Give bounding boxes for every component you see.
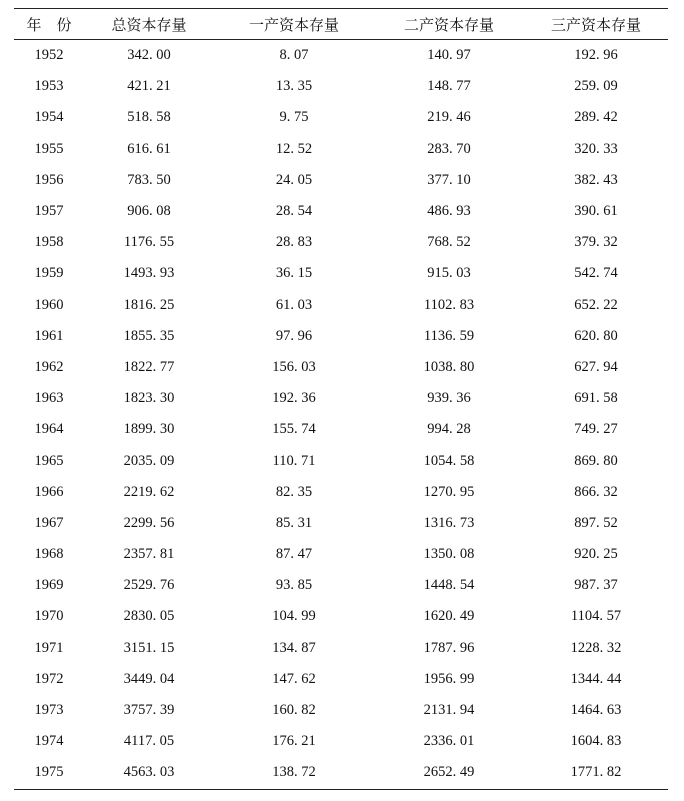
cell-primary: 176. 21 <box>272 733 316 750</box>
cell-year: 1960 <box>34 296 64 313</box>
cell-total: 421. 21 <box>127 78 171 95</box>
cell-total: 1816. 25 <box>123 296 175 313</box>
cell-primary: 110. 71 <box>272 452 316 469</box>
cell-year: 1957 <box>34 203 64 220</box>
table-row <box>14 134 668 165</box>
table-row <box>14 383 668 414</box>
cell-tertiary: 379. 32 <box>574 234 618 251</box>
cell-primary: 24. 05 <box>275 171 313 188</box>
table-row <box>14 664 668 695</box>
cell-year: 1968 <box>34 546 64 563</box>
cell-primary: 156. 03 <box>272 358 316 375</box>
cell-tertiary: 691. 58 <box>574 390 618 407</box>
cell-tertiary: 1604. 83 <box>570 733 622 750</box>
cell-primary: 160. 82 <box>272 702 316 719</box>
cell-year: 1963 <box>34 390 64 407</box>
cell-primary: 61. 03 <box>275 296 313 313</box>
cell-total: 3757. 39 <box>123 702 175 719</box>
cell-secondary: 1956. 99 <box>423 670 475 687</box>
cell-primary: 138. 72 <box>214 757 374 789</box>
cell-tertiary: 1771. 82 <box>524 757 668 789</box>
cell-year: 1952 <box>34 47 64 64</box>
cell-year: 1975 <box>14 757 84 789</box>
table-row <box>14 165 668 196</box>
cell-total: 1855. 35 <box>123 327 175 344</box>
header-year: 年 份 <box>14 9 84 40</box>
cell-year: 1973 <box>34 702 64 719</box>
table-row <box>14 601 668 632</box>
cell-tertiary: 987. 37 <box>574 577 618 594</box>
table-row <box>14 196 668 227</box>
cell-total: 1823. 30 <box>123 390 175 407</box>
table-row <box>14 227 668 258</box>
cell-primary: 9. 75 <box>279 109 309 126</box>
cell-year: 1972 <box>34 670 64 687</box>
capital-stock-table <box>14 8 668 790</box>
cell-total: 3449. 04 <box>123 670 175 687</box>
cell-year: 1959 <box>34 265 64 282</box>
cell-tertiary: 897. 52 <box>574 514 618 531</box>
header-total: 总资本存量 <box>84 9 214 40</box>
cell-year: 1954 <box>34 109 64 126</box>
table-row <box>14 321 668 352</box>
cell-tertiary: 1104. 57 <box>570 608 622 625</box>
table-row <box>14 71 668 102</box>
cell-secondary: 1350. 08 <box>423 546 475 563</box>
cell-primary: 97. 96 <box>275 327 313 344</box>
cell-primary: 8. 07 <box>279 47 309 64</box>
table-row <box>14 352 668 383</box>
cell-secondary: 2652. 49 <box>374 757 524 789</box>
table-header <box>14 9 668 40</box>
capital-stock-table-container <box>14 8 668 790</box>
table-row <box>14 726 668 757</box>
cell-tertiary: 192. 96 <box>574 47 618 64</box>
cell-secondary: 140. 97 <box>427 47 471 64</box>
cell-total: 1176. 55 <box>123 234 175 251</box>
cell-year: 1956 <box>34 171 64 188</box>
table-row <box>14 570 668 601</box>
cell-tertiary: 869. 80 <box>574 452 618 469</box>
cell-tertiary: 259. 09 <box>574 78 618 95</box>
cell-secondary: 1787. 96 <box>423 639 475 656</box>
table-row <box>14 40 668 72</box>
cell-total: 1899. 30 <box>123 421 175 438</box>
cell-tertiary: 1228. 32 <box>570 639 622 656</box>
cell-primary: 12. 52 <box>275 140 313 157</box>
cell-tertiary: 320. 33 <box>574 140 618 157</box>
cell-year: 1966 <box>34 483 64 500</box>
cell-tertiary: 652. 22 <box>574 296 618 313</box>
cell-primary: 87. 47 <box>275 546 313 563</box>
cell-total: 783. 50 <box>127 171 171 188</box>
cell-primary: 13. 35 <box>275 78 313 95</box>
cell-secondary: 768. 52 <box>427 234 471 251</box>
cell-year: 1967 <box>34 514 64 531</box>
header-row <box>14 9 668 40</box>
cell-secondary: 994. 28 <box>427 421 471 438</box>
cell-secondary: 1102. 83 <box>423 296 475 313</box>
cell-secondary: 1054. 58 <box>423 452 475 469</box>
cell-total: 518. 58 <box>127 109 171 126</box>
cell-total: 2357. 81 <box>123 546 175 563</box>
cell-secondary: 2131. 94 <box>423 702 475 719</box>
cell-total: 1822. 77 <box>123 358 175 375</box>
cell-tertiary: 542. 74 <box>574 265 618 282</box>
table-row <box>14 290 668 321</box>
cell-primary: 147. 62 <box>272 670 316 687</box>
cell-total: 4563. 03 <box>84 757 214 789</box>
cell-primary: 192. 36 <box>272 390 316 407</box>
table-row <box>14 414 668 445</box>
table-row <box>14 477 668 508</box>
cell-year: 1970 <box>34 608 64 625</box>
cell-primary: 155. 74 <box>272 421 316 438</box>
cell-secondary: 486. 93 <box>427 203 471 220</box>
cell-year: 1961 <box>34 327 64 344</box>
cell-total: 906. 08 <box>127 203 171 220</box>
cell-secondary: 2336. 01 <box>423 733 475 750</box>
cell-tertiary: 620. 80 <box>574 327 618 344</box>
cell-year: 1971 <box>34 639 64 656</box>
cell-secondary: 1136. 59 <box>423 327 475 344</box>
cell-tertiary: 920. 25 <box>574 546 618 563</box>
cell-year: 1955 <box>34 140 64 157</box>
cell-year: 1962 <box>34 358 64 375</box>
table-row <box>14 258 668 289</box>
cell-year: 1964 <box>34 421 64 438</box>
cell-tertiary: 1344. 44 <box>570 670 622 687</box>
cell-tertiary: 1464. 63 <box>570 702 622 719</box>
table-row <box>14 757 668 789</box>
cell-year: 1953 <box>34 78 64 95</box>
cell-primary: 104. 99 <box>272 608 316 625</box>
cell-secondary: 1620. 49 <box>423 608 475 625</box>
cell-total: 1493. 93 <box>123 265 175 282</box>
cell-primary: 93. 85 <box>275 577 313 594</box>
header-primary: 一产资本存量 <box>214 9 374 40</box>
cell-total: 2035. 09 <box>123 452 175 469</box>
cell-total: 616. 61 <box>127 140 171 157</box>
cell-primary: 85. 31 <box>275 514 313 531</box>
header-secondary: 二产资本存量 <box>374 9 524 40</box>
cell-total: 2529. 76 <box>123 577 175 594</box>
cell-secondary: 939. 36 <box>427 390 471 407</box>
cell-secondary: 148. 77 <box>427 78 471 95</box>
cell-total: 2299. 56 <box>123 514 175 531</box>
cell-secondary: 915. 03 <box>427 265 471 282</box>
cell-total: 2219. 62 <box>123 483 175 500</box>
cell-tertiary: 289. 42 <box>574 109 618 126</box>
cell-secondary: 1270. 95 <box>423 483 475 500</box>
cell-year: 1958 <box>34 234 64 251</box>
cell-tertiary: 866. 32 <box>574 483 618 500</box>
table-row <box>14 695 668 726</box>
cell-tertiary: 749. 27 <box>574 421 618 438</box>
table-row <box>14 508 668 539</box>
cell-primary: 134. 87 <box>272 639 316 656</box>
cell-total: 3151. 15 <box>123 639 175 656</box>
cell-secondary: 377. 10 <box>427 171 471 188</box>
cell-year: 1969 <box>34 577 64 594</box>
table-row <box>14 102 668 133</box>
cell-primary: 82. 35 <box>275 483 313 500</box>
cell-tertiary: 627. 94 <box>574 358 618 375</box>
cell-year: 1974 <box>34 733 64 750</box>
header-tertiary: 三产资本存量 <box>524 9 668 40</box>
cell-secondary: 1316. 73 <box>423 514 475 531</box>
cell-total: 2830. 05 <box>123 608 175 625</box>
table-row <box>14 445 668 476</box>
cell-secondary: 283. 70 <box>427 140 471 157</box>
cell-tertiary: 390. 61 <box>574 203 618 220</box>
cell-total: 342. 00 <box>127 47 171 64</box>
cell-secondary: 219. 46 <box>427 109 471 126</box>
cell-secondary: 1038. 80 <box>423 358 475 375</box>
cell-year: 1965 <box>34 452 64 469</box>
table-body <box>14 40 668 790</box>
cell-secondary: 1448. 54 <box>423 577 475 594</box>
cell-primary: 28. 54 <box>275 203 313 220</box>
cell-total: 4117. 05 <box>123 733 175 750</box>
table-row <box>14 633 668 664</box>
table-row <box>14 539 668 570</box>
cell-tertiary: 382. 43 <box>574 171 618 188</box>
cell-primary: 36. 15 <box>275 265 313 282</box>
cell-primary: 28. 83 <box>275 234 313 251</box>
